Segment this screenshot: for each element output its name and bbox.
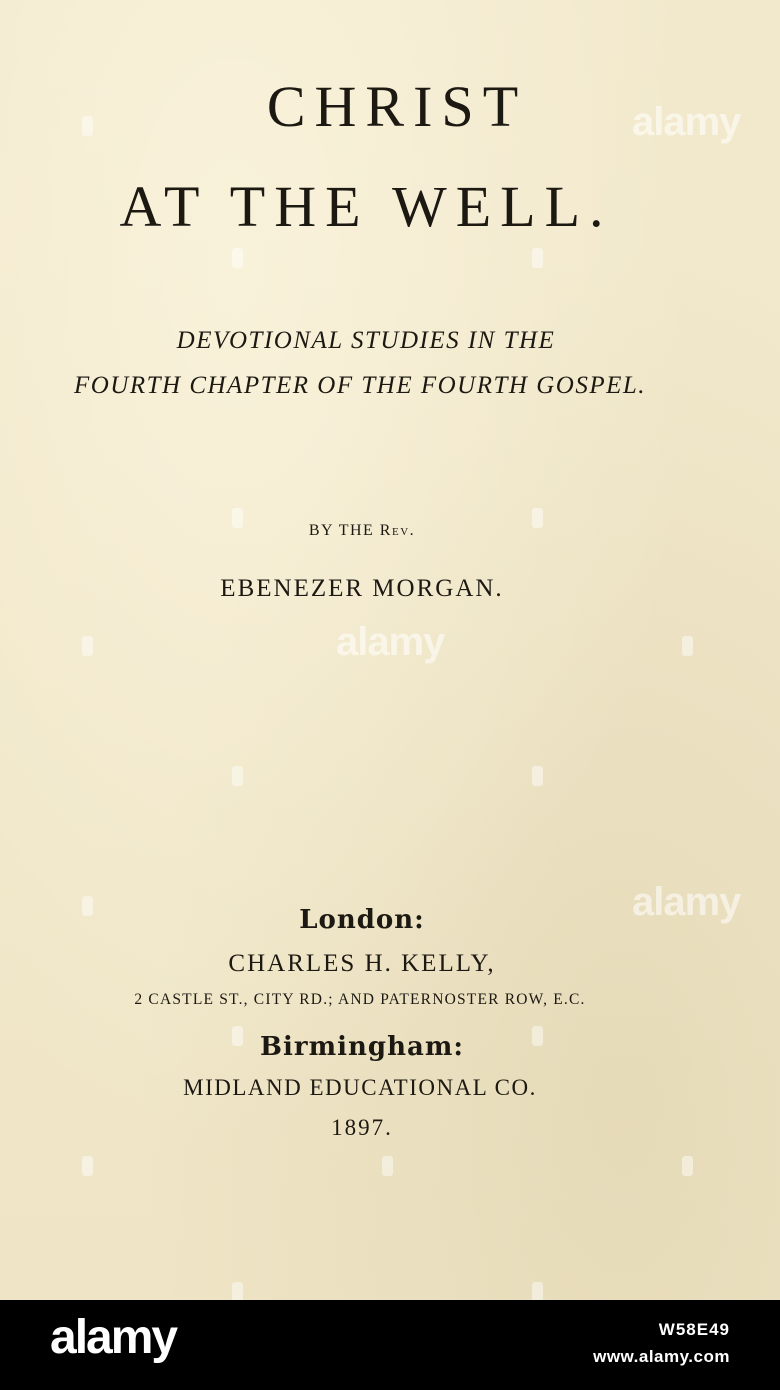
watermark-mark xyxy=(232,508,243,528)
watermark-mark xyxy=(682,636,693,656)
watermark-logo: alamy xyxy=(632,880,741,924)
subtitle-line-2: FOURTH CHAPTER OF THE FOURTH GOSPEL. xyxy=(73,372,647,399)
book-title-line-1: CHRIST xyxy=(266,74,528,139)
site-url: www.alamy.com xyxy=(593,1347,730,1366)
watermark-mark xyxy=(82,896,93,916)
image-id: W58E49 xyxy=(658,1320,730,1339)
imprint-year: 1897. xyxy=(331,1115,393,1140)
byline-prefix: BY THE xyxy=(308,522,375,539)
watermark-mark xyxy=(532,248,543,268)
subtitle-line-1: DEVOTIONAL STUDIES IN THE xyxy=(176,327,556,354)
watermark-mark xyxy=(532,1282,543,1300)
watermark-mark xyxy=(382,1156,393,1176)
imprint-publisher: CHARLES H. KELLY, xyxy=(228,950,496,977)
watermark-mark xyxy=(682,1156,693,1176)
book-title-line-2: AT THE WELL. xyxy=(119,174,613,239)
watermark-mark xyxy=(232,1282,243,1300)
watermark-mark xyxy=(82,1156,93,1176)
watermark-logo: alamy xyxy=(632,100,741,144)
watermark-mark xyxy=(232,248,243,268)
watermark-mark xyxy=(232,1026,243,1046)
watermark-mark xyxy=(532,1026,543,1046)
alamy-logo: alamy xyxy=(50,1311,177,1364)
author-name: EBENEZER MORGAN. xyxy=(220,575,504,602)
watermark-mark xyxy=(532,766,543,786)
watermark-mark xyxy=(532,508,543,528)
watermark-mark xyxy=(82,636,93,656)
byline xyxy=(0,522,752,540)
imprint-city-london: London: xyxy=(299,905,425,935)
watermark-logo: alamy xyxy=(336,620,445,664)
imprint-address: 2 CASTLE ST., CITY RD.; AND PATERNOSTER ROW, E.C. xyxy=(134,991,586,1008)
imprint-company: MIDLAND EDUCATIONAL CO. xyxy=(183,1075,537,1100)
watermark-mark xyxy=(232,766,243,786)
byline-rev: Rev. xyxy=(379,522,416,539)
stock-footer-bar xyxy=(0,1300,780,1390)
watermark-mark xyxy=(82,116,93,136)
imprint-city-birmingham: Birmingham: xyxy=(260,1032,464,1062)
